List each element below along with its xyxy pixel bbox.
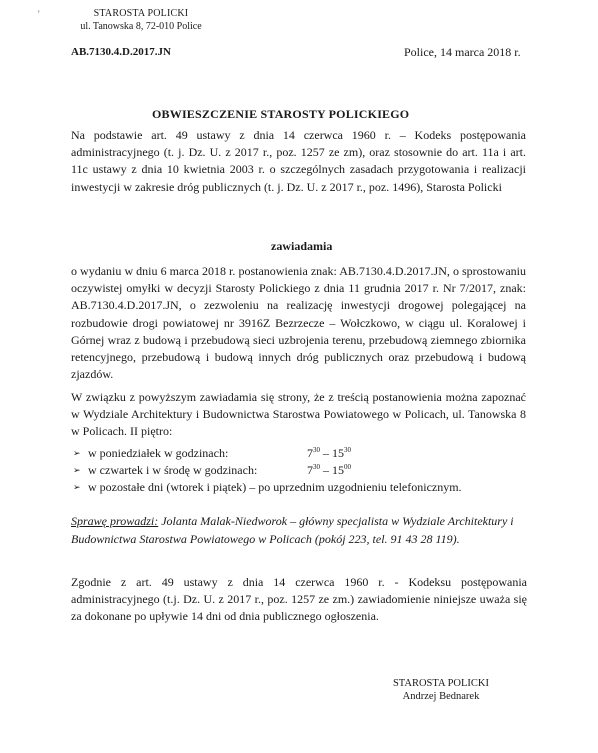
signature-block <box>376 677 506 703</box>
place-date: Police, 14 marca 2018 r. <box>404 45 521 59</box>
intro-paragraph: Na podstawie art. 49 ustawy z dnia 14 czerwca 1960 r. – Kodeks postępowania administracyjnego (t. j. Dz. U. z 2017 r., poz. 1257 ze zm), oraz stosownie do art. 11a i art. 11c ustawy z dnia 10 kwietnia 2003 r. o szczególnych zasadach przygotowania i realizacji inwestycji w zakresie dróg publicznych (t. j. Dz. U. z 2017 r., poz. 1496), Starosta Policki <box>71 128 526 194</box>
arrowhead-bullet-icon: ➢ <box>73 482 81 492</box>
info-paragraph: W związku z powyższym zawiadamia się strony, że z treścią postanowienia można zapoznać w Wydziale Architektury i Budownictwa Starostwa Powiatowego w Policach, ul. Tanowska 8 w Policach. II piętro: <box>71 390 526 439</box>
reference-number: AB.7130.4.D.2017.JN <box>71 46 171 58</box>
office-hours-item <box>71 479 531 496</box>
sender-address: ul. Tanowska 8, 72-010 Police <box>80 21 202 32</box>
office-hours-list <box>71 445 531 496</box>
decision-paragraph: o wydaniu w dniu 6 marca 2018 r. postanowienia znak: AB.7130.4.D.2017.JN, o sprostowaniu oczywistej omyłki w decyzji Starosty Polickiego z dnia 11 grudnia 2017 r. Nr 7/2017, znak: AB.7130.4.D.2017.JN, o zezwoleniu na realizację inwestycji drogowej polegającej na rozbudowie drogi powiatowej nr 3916Z Bezrzecze – Wołczkowo, w ciągu ul. Koralowej i Górnej wraz z budową i przebudową sieci uzbrojenia terenu, przebudową ziemnego zbiornika retencyjnego, przebudową i budową innych dróg publicznych oraz przebudową i budową zjazdów. <box>71 264 526 382</box>
contact-lead: Sprawę prowadzi: <box>71 514 159 528</box>
arrowhead-bullet-icon: ➢ <box>73 448 81 458</box>
office-hours-item <box>71 462 531 479</box>
announce-heading: zawiadamia <box>271 239 333 253</box>
sender-name: STAROSTA POLICKI <box>93 8 189 19</box>
hours-time: $7^{30} - 15^{00}$ <box>307 463 351 477</box>
arrowhead-bullet-icon: ➢ <box>73 465 81 475</box>
hours-label: w czwartek i w środę w godzinach: <box>88 463 258 477</box>
sender-block <box>76 7 206 33</box>
hours-label: w poniedziałek w godzinach: <box>88 446 229 460</box>
signature-name: Andrzej Bednarek <box>402 691 480 702</box>
corner-mark: ' <box>38 9 40 19</box>
signature-title: STAROSTA POLICKI <box>392 678 490 689</box>
closing-paragraph: Zgodnie z art. 49 ustawy z dnia 14 czerwca 1960 r. - Kodeksu postępowania administracyjnego (t.j. Dz. U. z 2017 r., poz. 1257 ze zm.) zawiadomienie niniejsze uważa się za dokonane po upływie 14 dni od dnia publicznego ogłoszenia. <box>71 575 527 624</box>
contact-text: Jolanta Malak-Niedworok – główny specjalista w Wydziale Architektury i Budownictwa Starostwa Powiatowego w Policach (pokój 223, tel. 91 43 28 119). <box>71 514 514 546</box>
office-hours-item <box>71 445 531 462</box>
contact-paragraph <box>71 513 533 548</box>
document-title: OBWIESZCZENIE STAROSTY POLICKIEGO <box>152 107 410 121</box>
hours-time: $7^{30} - 15^{30}$ <box>307 446 351 460</box>
hours-label: w pozostałe dni (wtorek i piątek) – po uprzednim uzgodnieniu telefonicznym. <box>88 480 462 494</box>
